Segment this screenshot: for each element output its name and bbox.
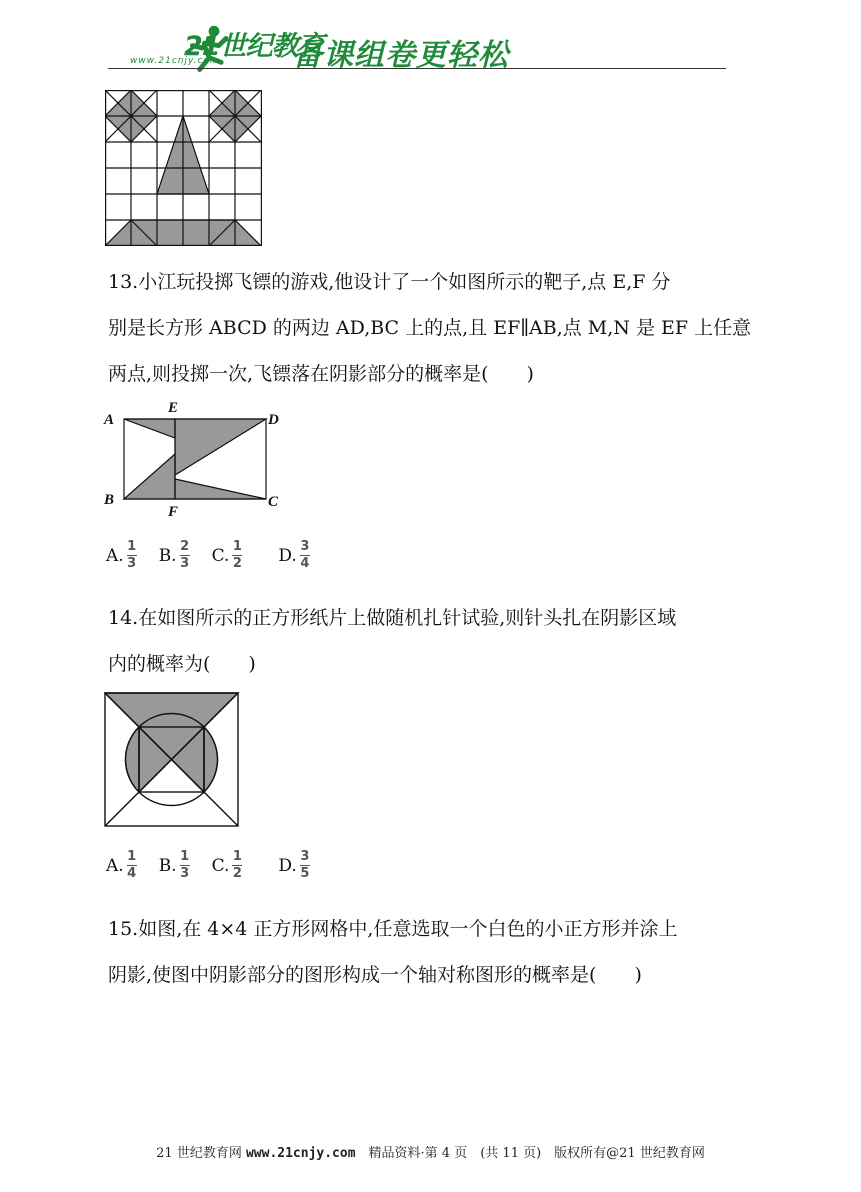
fraction: $\frac{1}{2}$ <box>232 539 242 571</box>
fraction: $\frac{1}{3}$ <box>180 849 190 881</box>
label-B: B <box>104 492 115 508</box>
header <box>0 0 861 72</box>
label-A: A <box>104 412 115 428</box>
fraction: $\frac{1}{4}$ <box>127 849 137 881</box>
question-15-text <box>108 906 768 998</box>
question-13-text <box>108 259 768 397</box>
header-slogan: 备课组卷更轻松 <box>292 38 509 73</box>
choice-13-c[interactable]: C. $\frac{1}{2}$ <box>211 539 242 571</box>
fraction: $\frac{3}{4}$ <box>300 539 310 571</box>
footer-url[interactable]: www.21cnjy.com <box>245 1146 356 1161</box>
question-14-line-2: 内的概率为( ) <box>108 653 256 675</box>
q12-grid-figure <box>105 90 262 246</box>
fraction: $\frac{3}{5}$ <box>300 849 310 881</box>
label-C: C <box>268 494 279 510</box>
q14-square-circle-figure <box>104 692 240 828</box>
choice-14-d[interactable]: D. $\frac{3}{5}$ <box>278 849 310 881</box>
choice-14-a[interactable]: A. $\frac{1}{4}$ <box>106 849 137 881</box>
question-13-line-3: 两点,则投掷一次,飞镖落在阴影部分的概率是( ) <box>108 363 534 385</box>
header-divider <box>108 68 726 69</box>
question-13-line-2: 别是长方形 ABCD 的两边 AD,BC 上的点,且 EF∥AB,点 M,N 是 EF 上任意 <box>108 317 752 339</box>
choice-14-b[interactable]: B. $\frac{1}{3}$ <box>158 849 190 881</box>
question-14-choices <box>106 850 332 881</box>
choice-13-b[interactable]: B. $\frac{2}{3}$ <box>158 539 190 571</box>
footer-right: 精品资料·第 4 页 (共 11 页) 版权所有@21 世纪教育网 <box>355 1146 705 1161</box>
brand-name: 21世纪教育 <box>184 31 324 62</box>
choice-13-d[interactable]: D. $\frac{3}{4}$ <box>278 539 310 571</box>
brand-url: www.21cnjy.com <box>130 56 220 66</box>
fraction: $\frac{1}{3}$ <box>127 539 137 571</box>
choice-13-a[interactable]: A. $\frac{1}{3}$ <box>106 539 137 571</box>
question-13-line-1: 13.小江玩投掷飞镖的游戏,他设计了一个如图所示的靶子,点 E,F 分 <box>108 271 671 293</box>
label-D: D <box>268 412 279 428</box>
label-F: F <box>168 504 179 520</box>
label-E: E <box>168 400 179 416</box>
q13-rectangle-figure <box>100 395 300 520</box>
fraction: $\frac{1}{2}$ <box>232 849 242 881</box>
choice-14-c[interactable]: C. $\frac{1}{2}$ <box>211 849 242 881</box>
fraction: $\frac{2}{3}$ <box>180 539 190 571</box>
page-footer <box>0 1142 861 1161</box>
question-14-text <box>108 595 768 687</box>
footer-left: 21 世纪教育网 <box>156 1146 246 1161</box>
question-14-line-1: 14.在如图所示的正方形纸片上做随机扎针试验,则针头扎在阴影区域 <box>108 607 677 629</box>
question-15-line-2: 阴影,使图中阴影部分的图形构成一个轴对称图形的概率是( ) <box>108 964 642 986</box>
question-15-line-1: 15.如图,在 4×4 正方形网格中,任意选取一个白色的小正方形并涂上 <box>108 918 678 940</box>
question-13-choices <box>106 540 332 571</box>
